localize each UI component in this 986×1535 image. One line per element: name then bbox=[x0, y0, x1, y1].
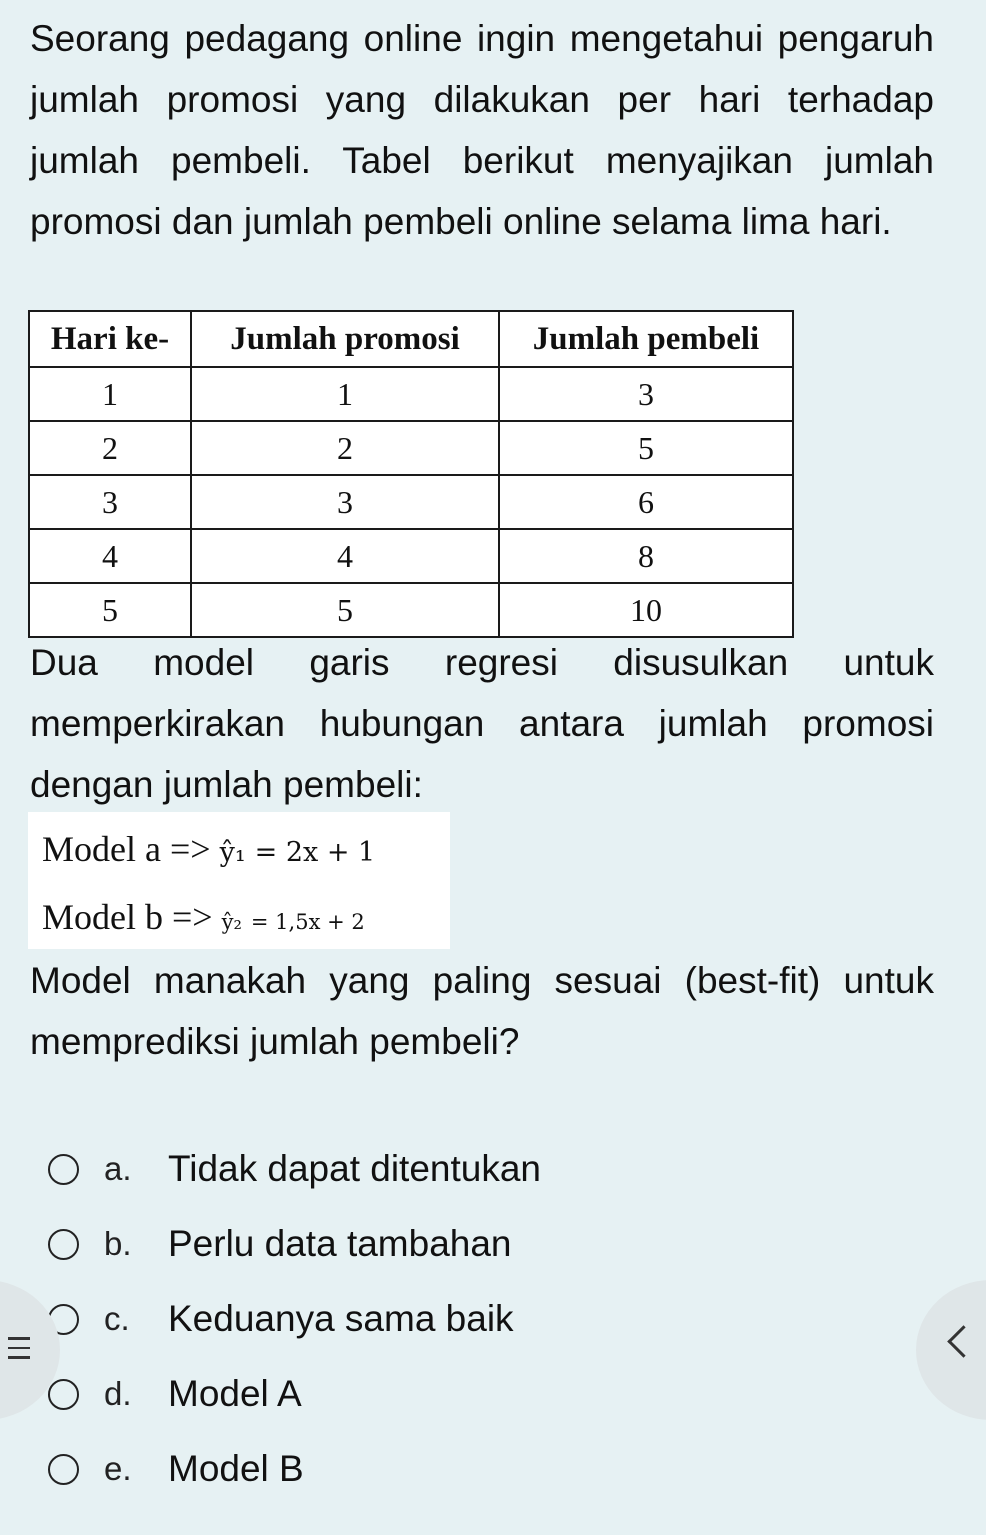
table-cell: 2 bbox=[191, 421, 499, 475]
option-text: Model A bbox=[168, 1373, 302, 1414]
table-cell: 5 bbox=[191, 583, 499, 637]
table-cell: 6 bbox=[499, 475, 793, 529]
table-row bbox=[29, 583, 793, 637]
table-cell: 5 bbox=[29, 583, 191, 637]
table-cell: 3 bbox=[499, 367, 793, 421]
option-d[interactable] bbox=[48, 1369, 302, 1419]
option-letter: d. bbox=[104, 1375, 132, 1412]
option-a[interactable] bbox=[48, 1144, 541, 1194]
radio-button[interactable] bbox=[48, 1379, 79, 1410]
option-b[interactable] bbox=[48, 1219, 512, 1269]
radio-button[interactable] bbox=[48, 1229, 79, 1260]
radio-button[interactable] bbox=[48, 1154, 79, 1185]
table-row bbox=[29, 367, 793, 421]
back-button[interactable] bbox=[916, 1280, 986, 1420]
table-cell: 10 bbox=[499, 583, 793, 637]
table-cell: 5 bbox=[499, 421, 793, 475]
table-cell: 3 bbox=[29, 475, 191, 529]
model-a-label: Model a bbox=[42, 829, 161, 869]
model-a bbox=[42, 828, 375, 870]
chevron-left-icon bbox=[947, 1325, 980, 1358]
models-box bbox=[28, 812, 450, 949]
table-cell: 1 bbox=[29, 367, 191, 421]
radio-button[interactable] bbox=[48, 1454, 79, 1485]
model-b-lhs: ŷ₂ bbox=[221, 910, 242, 934]
model-b-rhs: = 1,5x + 2 bbox=[250, 910, 365, 934]
table-cell: 3 bbox=[191, 475, 499, 529]
option-letter: e. bbox=[104, 1450, 132, 1487]
data-table bbox=[28, 310, 794, 638]
option-text: Tidak dapat ditentukan bbox=[168, 1148, 541, 1189]
table-header: Jumlah pembeli bbox=[499, 311, 793, 367]
table-cell: 2 bbox=[29, 421, 191, 475]
option-letter: b. bbox=[104, 1225, 132, 1262]
table-row bbox=[29, 529, 793, 583]
option-text: Perlu data tambahan bbox=[168, 1223, 512, 1264]
model-b-arrow: => bbox=[172, 897, 213, 937]
table-cell: 8 bbox=[499, 529, 793, 583]
menu-icon bbox=[8, 1337, 30, 1366]
option-letter: a. bbox=[104, 1150, 132, 1187]
table-cell: 1 bbox=[191, 367, 499, 421]
table-header-row bbox=[29, 311, 793, 367]
table-cell: 4 bbox=[191, 529, 499, 583]
model-a-arrow: => bbox=[169, 829, 211, 869]
model-b-label: Model b bbox=[42, 897, 163, 937]
option-text: Model B bbox=[168, 1448, 304, 1489]
model-a-lhs: ŷ₁ bbox=[219, 837, 246, 868]
model-a-rhs: = 2x + 1 bbox=[254, 837, 376, 868]
table-header: Hari ke- bbox=[29, 311, 191, 367]
option-e[interactable] bbox=[48, 1444, 304, 1494]
model-intro: Dua model garis regresi disusulkan untuk memperkirakan hubungan antara jumlah promosi dengan jumlah pembeli: bbox=[30, 642, 934, 805]
table-row bbox=[29, 475, 793, 529]
question-intro: Seorang pedagang online ingin mengetahui pengaruh jumlah promosi yang dilakukan per hari terhadap jumlah pembeli. Tabel berikut menyajikan jumlah promosi dan jumlah pembeli online selama lima hari. bbox=[30, 18, 934, 242]
question-text: Model manakah yang paling sesuai (best-fit) untuk memprediksi jumlah pembeli? bbox=[30, 960, 934, 1062]
table-header: Jumlah promosi bbox=[191, 311, 499, 367]
model-b bbox=[42, 896, 365, 938]
table-cell: 4 bbox=[29, 529, 191, 583]
table-row bbox=[29, 421, 793, 475]
option-letter: c. bbox=[104, 1300, 130, 1337]
option-c[interactable] bbox=[48, 1294, 514, 1344]
option-text: Keduanya sama baik bbox=[168, 1298, 514, 1339]
